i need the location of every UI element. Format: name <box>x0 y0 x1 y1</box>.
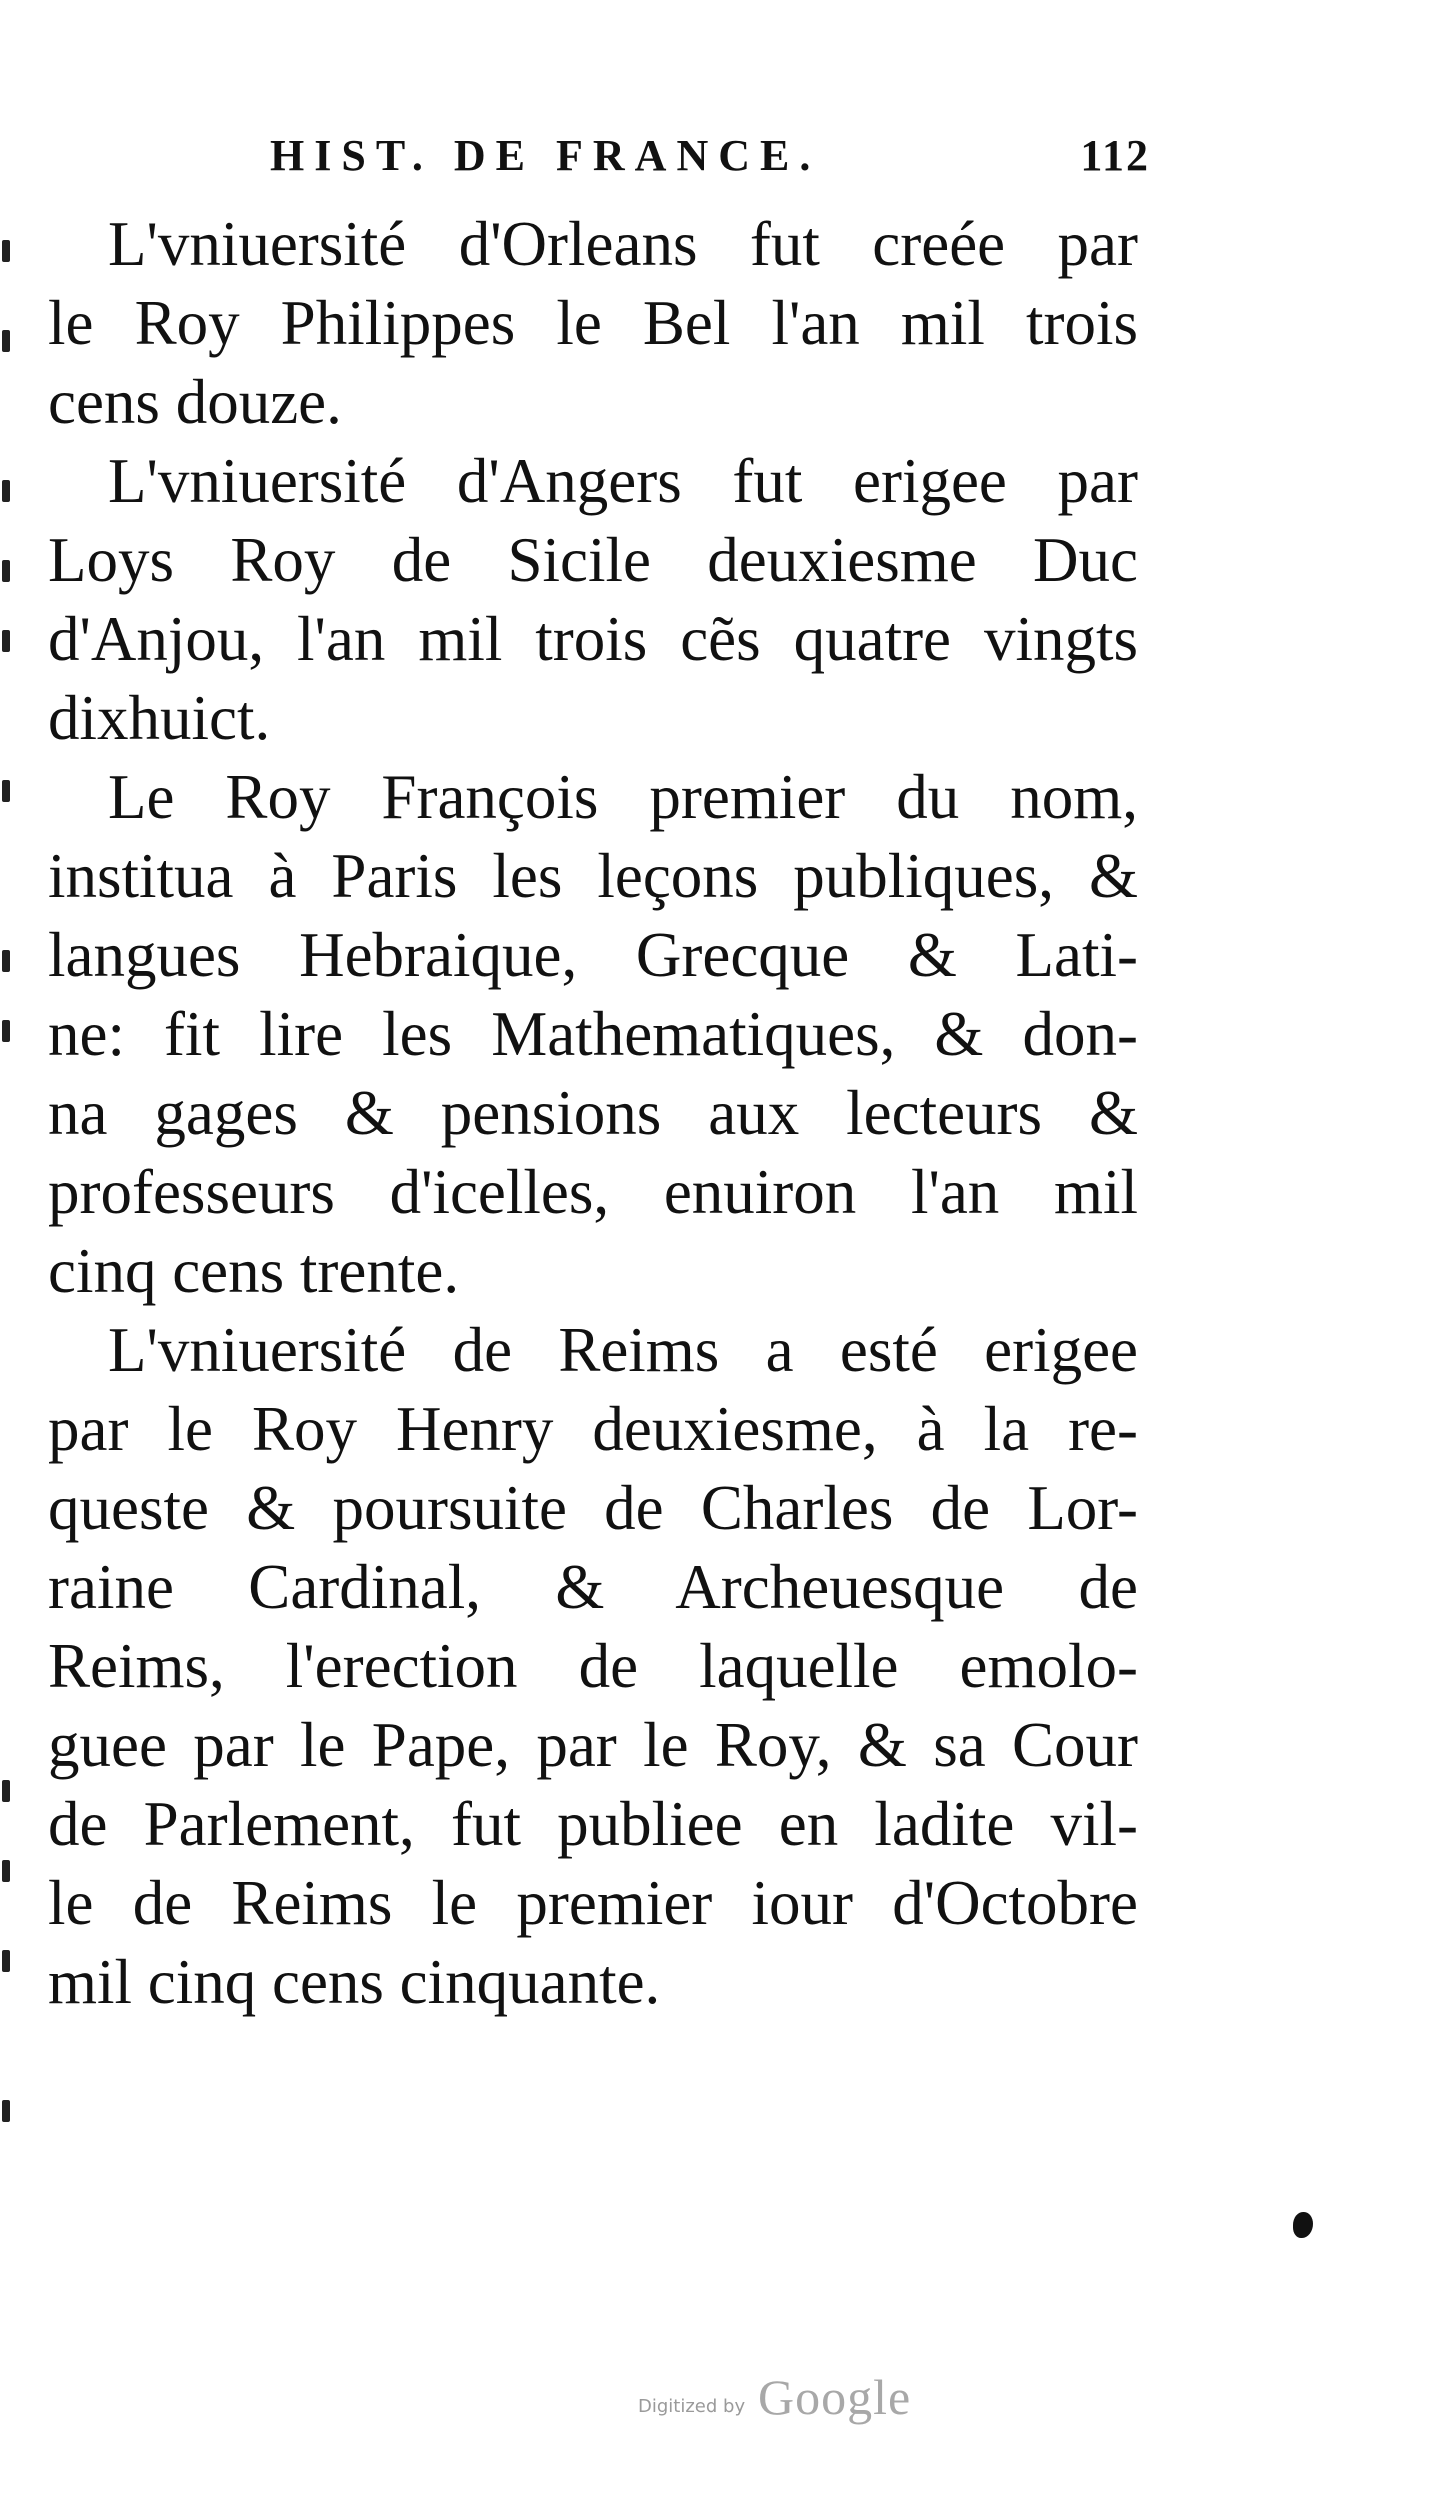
digitized-by-label: Digitized by <box>638 2396 746 2417</box>
gutter-mark <box>2 240 10 262</box>
text-line: L'vniuersité de Reims a esté erigee <box>108 1315 1138 1385</box>
text-line: cens douze. <box>48 367 342 437</box>
text-line: mil cinq cens cinquante. <box>48 1947 661 2017</box>
digitized-by-google-watermark <box>638 2368 958 2428</box>
text-line: dixhuict. <box>48 683 271 753</box>
paragraph-angers <box>48 442 1138 758</box>
gutter-mark <box>2 950 10 972</box>
gutter-mark <box>2 630 10 652</box>
text-line: Le Roy François premier du nom, <box>108 762 1138 832</box>
text-line: d'Anjou, l'an mil trois cẽs quatre vingts <box>48 604 1138 674</box>
text-line: ne: fit lire les Mathematiques, & don- <box>48 999 1138 1069</box>
gutter-mark <box>2 1950 10 1972</box>
gutter-bleed-marks <box>0 220 20 2120</box>
ink-blot <box>1293 2212 1313 2238</box>
paragraph-reims <box>48 1311 1138 2022</box>
page-number: 112 <box>1080 131 1150 180</box>
text-line: le Roy Philippes le Bel l'an mil trois <box>48 288 1138 358</box>
gutter-mark <box>2 1860 10 1882</box>
gutter-mark <box>2 560 10 582</box>
running-head <box>190 130 1150 190</box>
gutter-mark <box>2 1780 10 1802</box>
gutter-mark <box>2 2100 10 2122</box>
text-line: Loys Roy de Sicile deuxiesme Duc <box>48 525 1138 595</box>
gutter-mark <box>2 1020 10 1042</box>
gutter-mark <box>2 480 10 502</box>
text-line: Reims, l'erection de laquelle emolo- <box>48 1631 1138 1701</box>
text-line: na gages & pensions aux lecteurs & <box>48 1078 1138 1148</box>
text-line: L'vniuersité d'Orleans fut creée par <box>108 209 1138 279</box>
gutter-mark <box>2 780 10 802</box>
text-line: guee par le Pape, par le Roy, & sa Cour <box>48 1710 1138 1780</box>
body-text <box>48 205 1138 2022</box>
text-line: cinq cens trente. <box>48 1236 460 1306</box>
text-line: queste & poursuite de Charles de Lor- <box>48 1473 1138 1543</box>
text-line: raine Cardinal, & Archeuesque de <box>48 1552 1138 1622</box>
text-line: institua à Paris les leçons publiques, & <box>48 841 1138 911</box>
text-line: par le Roy Henry deuxiesme, à la re- <box>48 1394 1138 1464</box>
running-head-title: HIST. DE FRANCE. <box>270 131 821 180</box>
text-line: le de Reims le premier iour d'Octobre <box>48 1868 1138 1938</box>
paragraph-francois <box>48 758 1138 1311</box>
paragraph-orleans <box>48 205 1138 442</box>
text-line: de Parlement, fut publiee en ladite vil- <box>48 1789 1138 1859</box>
text-line: langues Hebraique, Grecque & Lati- <box>48 920 1138 990</box>
text-line: professeurs d'icelles, enuiron l'an mil <box>48 1157 1138 1227</box>
text-line: L'vniuersité d'Angers fut erigee par <box>108 446 1138 516</box>
google-logo: Google <box>758 2369 912 2425</box>
gutter-mark <box>2 330 10 352</box>
